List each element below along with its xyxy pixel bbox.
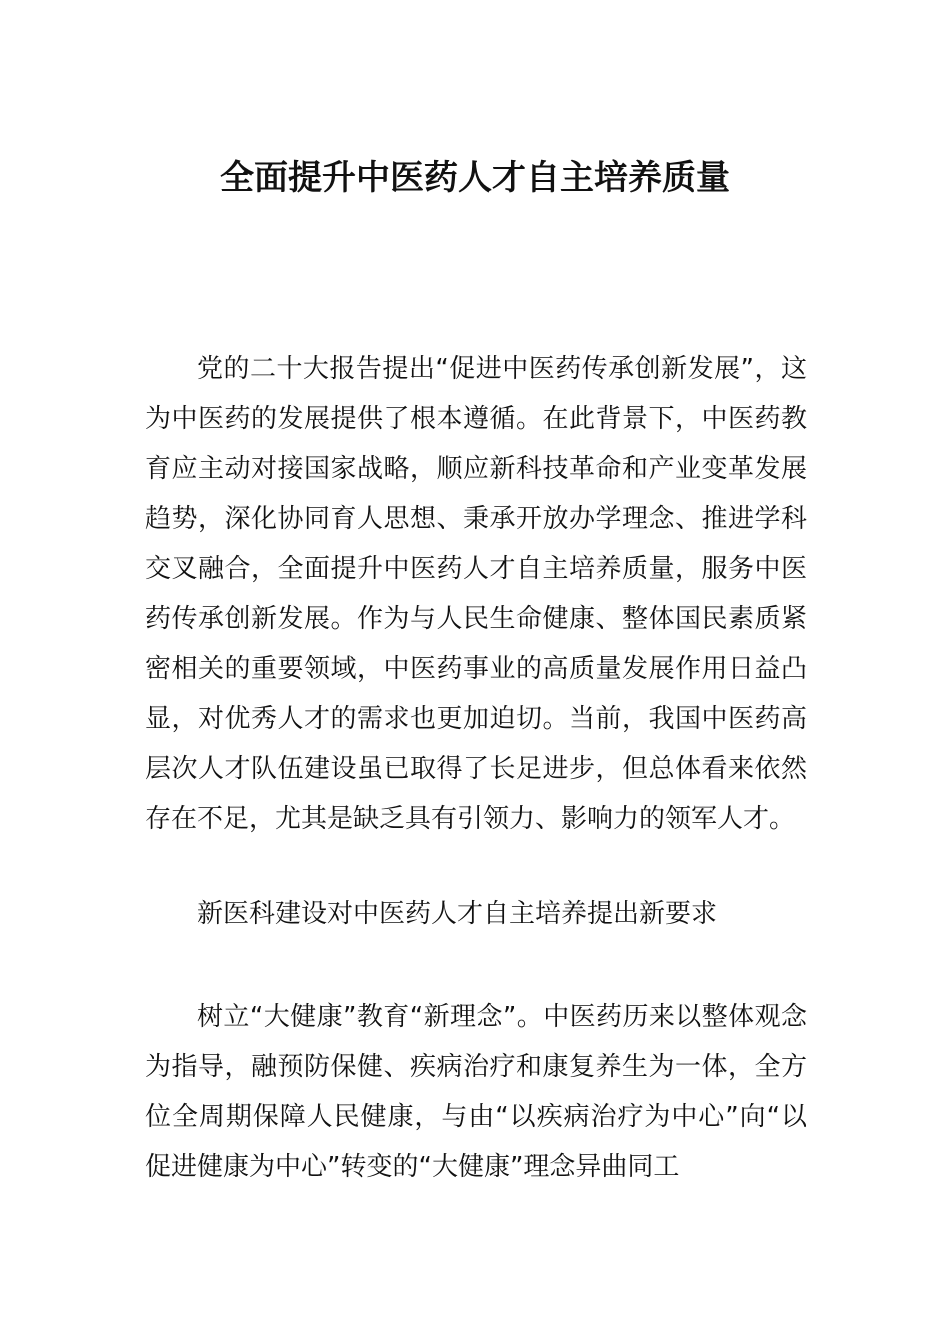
section-heading: 新医科建设对中医药人才自主培养提出新要求 — [197, 899, 718, 929]
paragraph-intro: 党的二十大报告提出“促进中医药传承创新发展”，这为中医药的发展提供了根本遵循。在此背景下，中医药教育应主动对接国家战略，顺应新科技革命和产业变革发展趋势，深化协同育人思想、秉承开放办学理念、推进学科交叉融合，全面提升中医药人才自主培养质量，服务中医药传承创新发展。作为与人民生命健康、整体国民素质紧密相关的重要领域，中医药事业的高质量发展作用日益凸显，对优秀人才的需求也更加迫切。当前，我国中医药高层次人才队伍建设虽已取得了长足进步，但总体看来依然存在不足，尤其是缺乏具有引领力、影响力的领军人才。 — [145, 354, 807, 834]
document-title: 全面提升中医药人才自主培养质量 — [220, 158, 730, 198]
paragraph-big-health: 树立“大健康”教育“新理念”。中医药历来以整体观念为指导，融预防保健、疾病治疗和康复养生为一体，全方位全周期保障人民健康，与由“以疾病治疗为中心”向“以促进健康为中心”转变的“大健康”理念异曲同工 — [145, 1002, 807, 1182]
